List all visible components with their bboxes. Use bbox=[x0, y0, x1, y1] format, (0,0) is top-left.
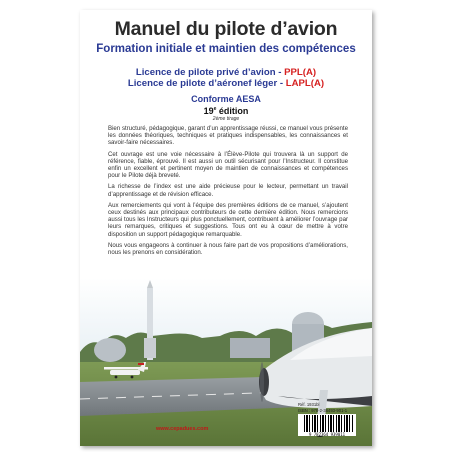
edition-word: édition bbox=[216, 106, 249, 116]
tirage-note: 2ème tirage bbox=[212, 116, 240, 122]
edition-superscript: e bbox=[213, 106, 217, 112]
barcode-bars bbox=[304, 415, 354, 432]
conforme-aesa: Conforme AESA bbox=[191, 94, 261, 104]
description-text bbox=[108, 125, 348, 260]
isbn-number: ISBN : 978-2-36493-901-1 bbox=[298, 408, 348, 413]
barcode-digits: 9 782364 939011 bbox=[308, 432, 346, 437]
edition-line bbox=[80, 106, 372, 116]
edition-number: 19 bbox=[203, 106, 214, 116]
publisher-website: www.cepadues.com bbox=[156, 426, 209, 432]
paragraph: Cet ouvrage est une voie nécessaire à l’Élève-Pilote qui trouvera là un support de référence, fiable, éprouvé. Il est aussi un outil sécurisant pour l’Instructeur. Il constitue enfin un excellent et pertinent moyen de maintien de connaissances et compétences pour le Pilote déjà breveté. bbox=[108, 150, 348, 180]
licence-ppl-line bbox=[80, 67, 372, 78]
licence-ppl-label: Licence de pilote privé d’avion - bbox=[135, 67, 285, 78]
licence-lapl-label: Licence de pilote d’aéronef léger - bbox=[127, 78, 286, 89]
book-back-cover bbox=[80, 10, 372, 446]
paragraph: La richesse de l’index est une aide précieuse pour le lecteur, permettant un travail d’apprentissage et de révision efficace. bbox=[108, 183, 348, 198]
reference-number: Réf. 1931bl bbox=[298, 402, 320, 407]
licence-lapl-code: LAPL(A) bbox=[285, 78, 325, 89]
barcode bbox=[298, 414, 356, 436]
paragraph: Nous vous engageons à continuer à nous faire part de vos propositions d’améliorations, nous les prenons en considération. bbox=[108, 241, 348, 257]
paragraph: Aux remerciements qui vont à l’équipe des premières éditions de ce manuel, s’ajoutent ceux destinés aux principaux contributeurs de cette dernière édition. Nous remercions aussi tous les Instructeurs qui plus ponctuellement, contribuent à améliorer l’ouvrage par leurs remarques, critiques et suggestions. Tous ont eu à cœur de mettre à votre disposition un support pédagogique remarquable. bbox=[108, 201, 348, 238]
paragraph: Bien structuré, pédagogique, garant d’un apprentissage réussi, ce manuel vous présente les données théoriques, techniques et pratiques indispensables, les connaissances et savoir-faire nécessaires. bbox=[108, 125, 348, 147]
book-subtitle: Formation initiale et maintien des compétences bbox=[96, 43, 356, 55]
licence-ppl-code: PPL(A) bbox=[284, 67, 317, 78]
book-title: Manuel du pilote d’avion bbox=[114, 18, 338, 40]
licence-lapl-line bbox=[80, 78, 372, 89]
